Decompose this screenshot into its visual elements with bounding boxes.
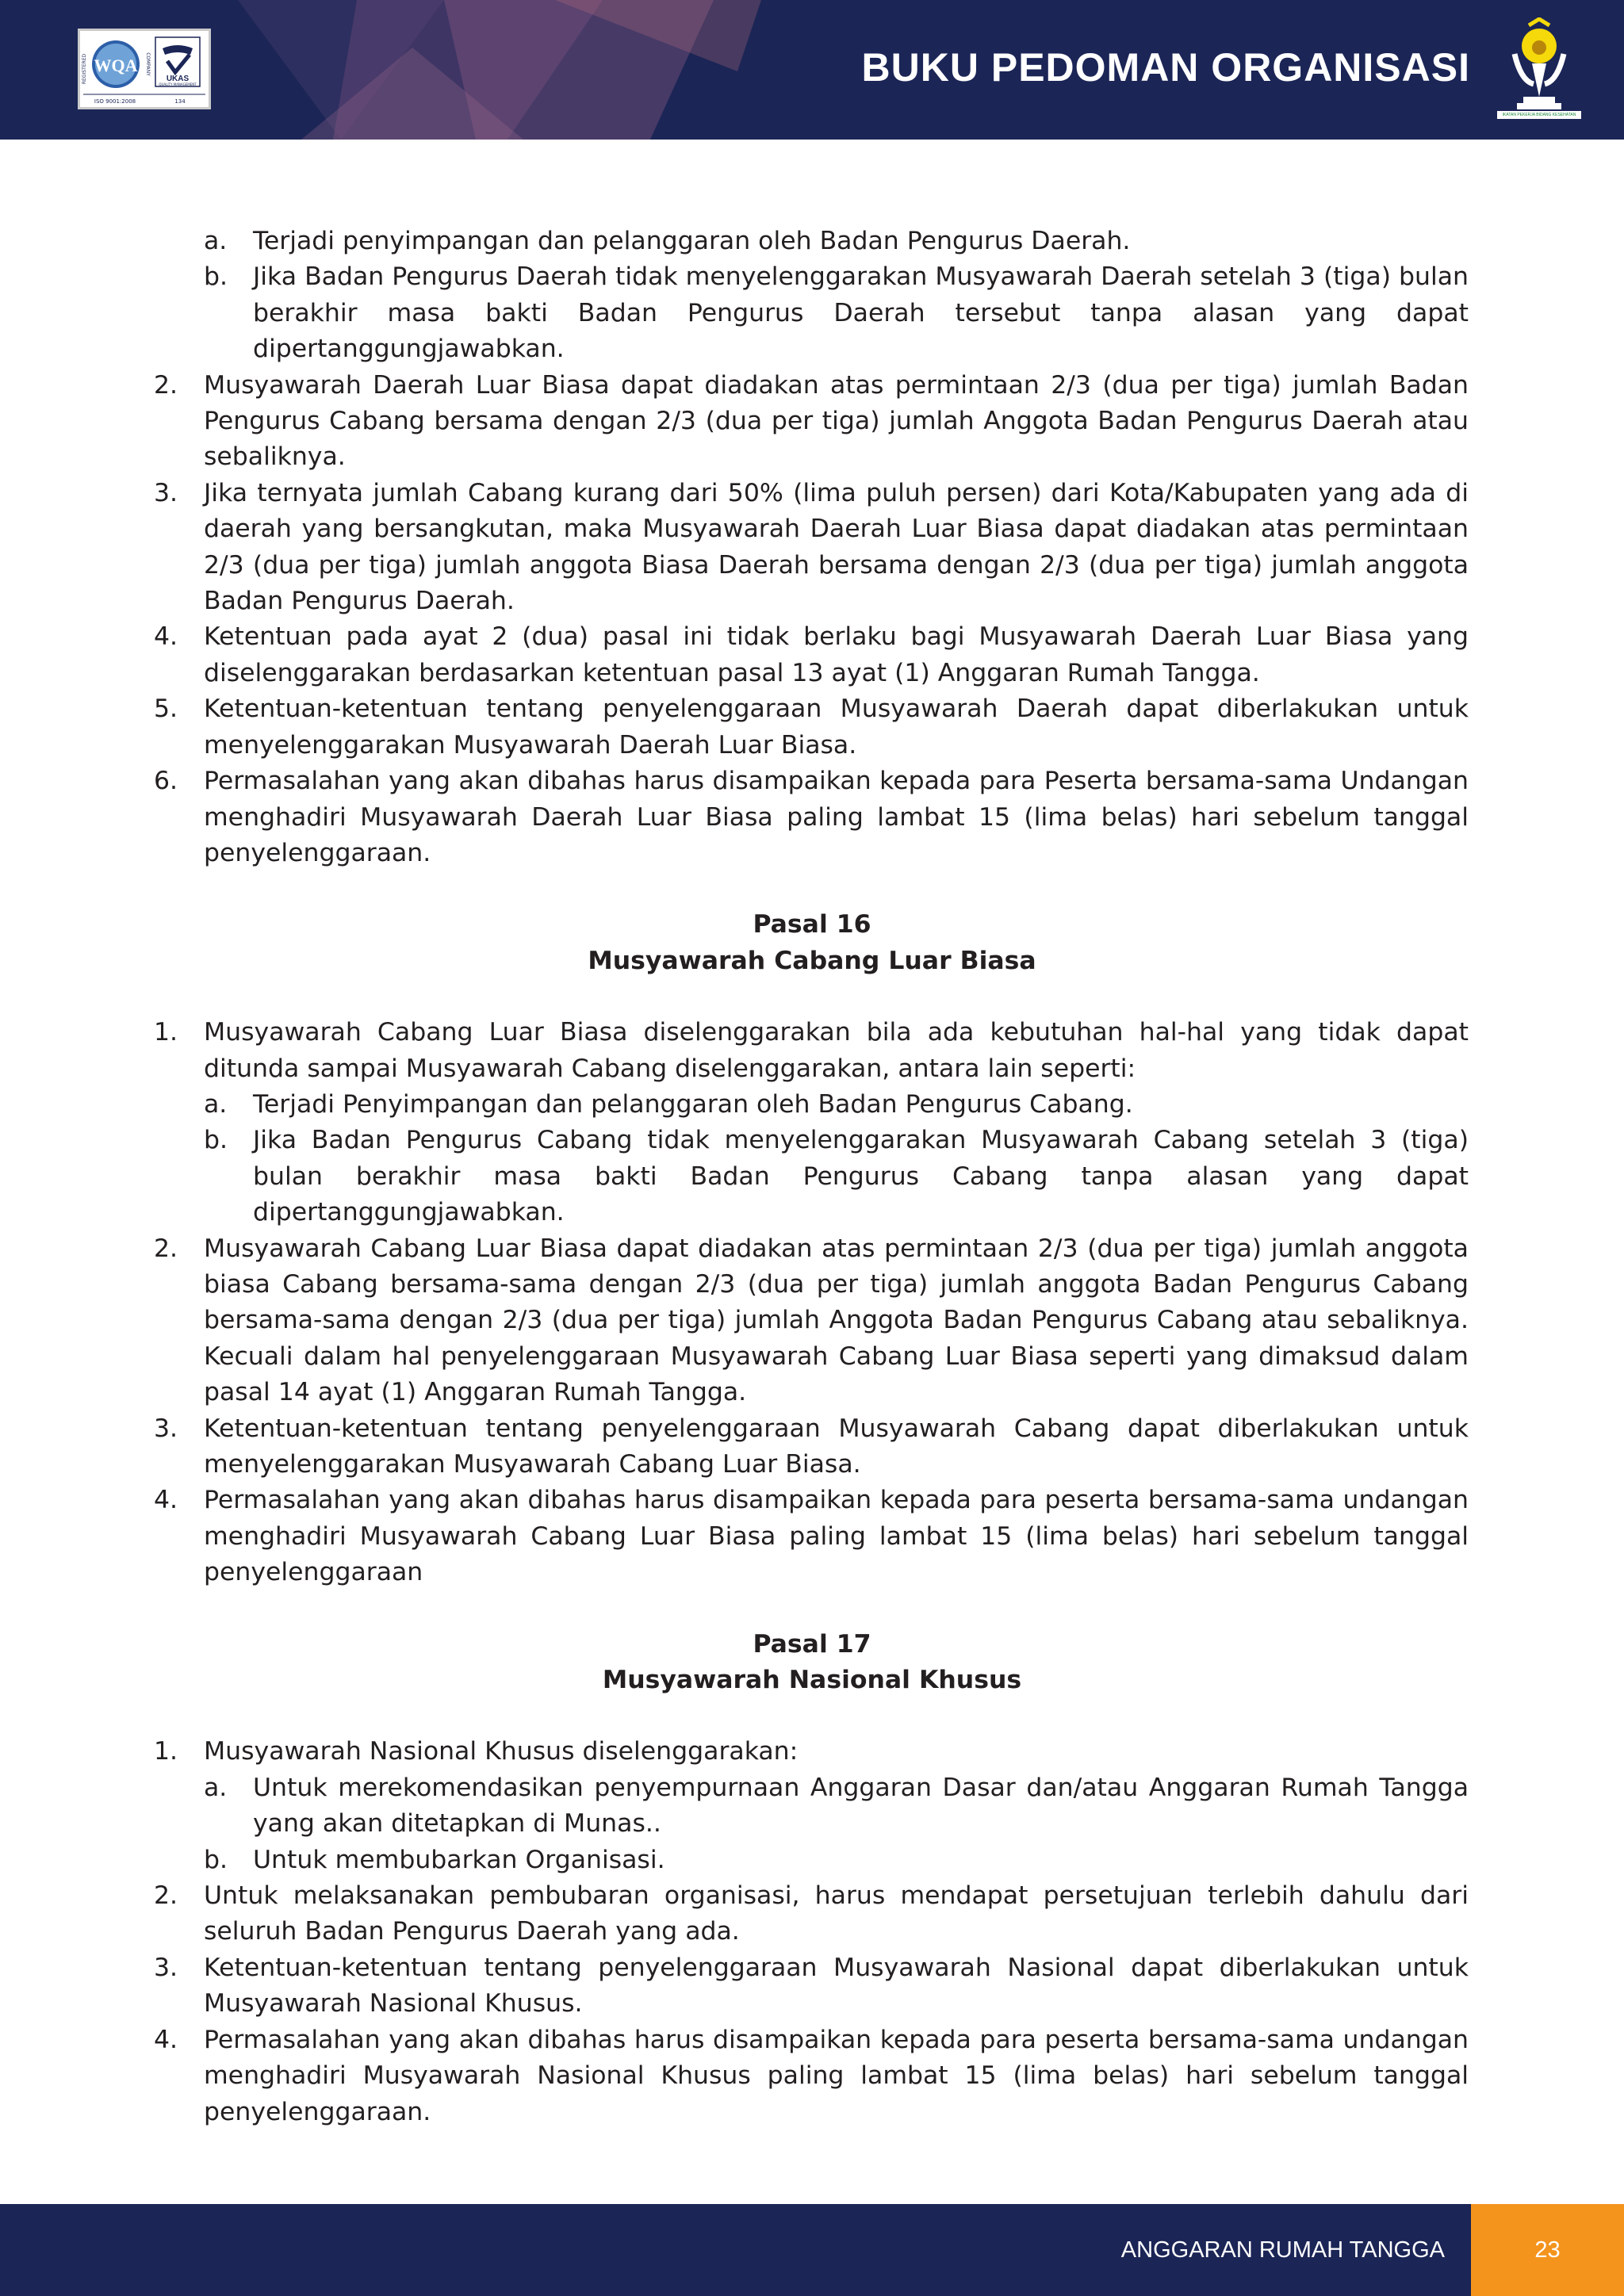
svg-text:134: 134 <box>174 98 186 105</box>
item-text: Musyawarah Nasional Khusus diselenggarakan: <box>204 1737 799 1766</box>
page-header <box>0 0 1624 140</box>
item-number: 1. <box>154 1737 178 1766</box>
item-text: Permasalahan yang akan dibahas harus disampaikan kepada para peserta bersama-sama undangan menghadiri Musyawarah Cabang Luar Biasa paling lambat 15 (lima belas) hari sebelum tanggal penyelenggaraan <box>204 1486 1469 1587</box>
svg-text:ISO 9001:2008: ISO 9001:2008 <box>94 98 136 105</box>
logo-caption: IKATAN PEKERJA BIDANG KESEHATAN <box>1497 111 1581 119</box>
section-number: Pasal 17 <box>753 1629 871 1659</box>
item-number: 2. <box>154 370 178 400</box>
item-number: 2. <box>154 1881 178 1911</box>
sub-item-letter: b. <box>204 262 228 292</box>
list-item <box>0 1734 1624 1770</box>
sub-item-text: Jika Badan Pengurus Cabang tidak menyelenggarakan Musyawarah Cabang setelah 3 (tiga) bulan berakhir masa bakti Badan Pengurus Cabang tanpa alasan yang dapat dipertanggungjawabkan. <box>253 1126 1469 1227</box>
item-text: Ketentuan-ketentuan tentang penyelenggaraan Musyawarah Daerah dapat diberlakukan untuk menyelenggarakan Musyawarah Daerah Luar Biasa. <box>204 695 1469 760</box>
item-text: Ketentuan-ketentuan tentang penyelenggaraan Musyawarah Nasional dapat diberlakukan untuk Musyawarah Nasional Khusus. <box>204 1953 1469 2019</box>
item-number: 4. <box>154 622 178 652</box>
page-number: 23 <box>1471 2204 1624 2296</box>
sub-item-text: Jika Badan Pengurus Daerah tidak menyelenggarakan Musyawarah Daerah setelah 3 (tiga) bulan berakhir masa bakti Badan Pengurus Daerah tersebut tanpa alasan yang dapat dipertanggungjawabkan. <box>253 262 1469 364</box>
list-item <box>0 1411 1624 1483</box>
item-number: 4. <box>154 1486 178 1515</box>
svg-text:QUALITY MANAGEMENT: QUALITY MANAGEMENT <box>159 82 197 86</box>
item-number: 5. <box>154 695 178 724</box>
sub-item-text: Untuk merekomendasikan penyempurnaan Anggaran Dasar dan/atau Anggaran Rumah Tangga yang akan ditetapkan di Munas.. <box>253 1773 1469 1839</box>
list-item <box>0 368 1624 476</box>
list-item <box>0 691 1624 763</box>
list-item <box>0 1015 1624 1087</box>
item-text: Permasalahan yang akan dibahas harus disampaikan kepada para peserta bersama-sama undangan menghadiri Musyawarah Nasional Khusus paling lambat 15 (lima belas) hari sebelum tanggal penyelenggaraan. <box>204 2025 1469 2126</box>
sub-item-text: Terjadi Penyimpangan dan pelanggaran oleh Badan Pengurus Cabang. <box>253 1089 1133 1119</box>
svg-text:COMPANY: COMPANY <box>145 52 151 76</box>
item-number: 1. <box>154 1018 178 1047</box>
svg-text:WQA: WQA <box>94 55 138 75</box>
sub-item-letter: a. <box>204 227 228 255</box>
list-item <box>0 763 1624 871</box>
list-item <box>0 1231 1624 1411</box>
item-number: 3. <box>154 478 178 507</box>
section-title: Musyawarah Cabang Luar Biasa <box>588 946 1036 975</box>
continuation-section <box>0 224 1624 871</box>
item-number: 4. <box>154 2025 178 2054</box>
list-sub-item <box>0 1843 1624 1878</box>
item-text: Jika ternyata jumlah Cabang kurang dari 50% (lima puluh persen) dari Kota/Kabupaten yang ada di daerah yang bersangkutan, maka Musyawarah Daerah Luar Biasa dapat diadakan atas permintaan 2/3 (dua per tiga) jumlah anggota Biasa Daerah bersama dengan 2/3 (dua per tiga) jumlah anggota Badan Pengurus Daerah. <box>204 478 1469 616</box>
sub-item-letter: b. <box>204 1126 228 1155</box>
sub-item-letter: a. <box>204 1089 228 1119</box>
page-footer <box>0 2204 1624 2296</box>
item-text: Musyawarah Cabang Luar Biasa diselenggarakan bila ada kebutuhan hal-hal yang tidak dapat ditunda sampai Musyawarah Cabang diselenggarakan, antara lain seperti: <box>204 1018 1469 1083</box>
sub-item-letter: b. <box>204 1845 228 1874</box>
item-number: 2. <box>154 1234 178 1263</box>
list-sub-item <box>0 224 1624 259</box>
list-item <box>0 2022 1624 2130</box>
section-heading-pasal-16 <box>0 907 1624 979</box>
section-title: Musyawarah Nasional Khusus <box>602 1666 1022 1695</box>
item-number: 3. <box>154 1414 178 1443</box>
certification-logo <box>78 29 211 109</box>
list-sub-item <box>0 259 1624 367</box>
item-number: 6. <box>154 767 178 796</box>
sub-item-letter: a. <box>204 1773 228 1802</box>
item-text: Untuk melaksanakan pembubaran organisasi, harus mendapat persetujuan terlebih dahulu dari seluruh Badan Pengurus Daerah yang ada. <box>204 1881 1469 1946</box>
document-title: BUKU PEDOMAN ORGANISASI <box>861 45 1470 90</box>
list-item <box>0 619 1624 691</box>
item-number: 3. <box>154 1953 178 1982</box>
list-sub-item <box>0 1087 1624 1123</box>
list-item <box>0 1950 1624 2022</box>
item-text: Musyawarah Cabang Luar Biasa dapat diadakan atas permintaan 2/3 (dua per tiga) jumlah anggota biasa Cabang bersama-sama dengan 2/3 (dua per tiga) jumlah anggota Badan Pengurus Cabang bersama-sama dengan 2/3 (dua per tiga) jumlah Anggota Badan Pengurus Cabang atau sebaliknya. Kecuali dalam hal penyelenggaraan Musyawarah Cabang Luar Biasa seperti yang dimaksud dalam pasal 14 ayat (1) Anggaran Rumah Tangga. <box>204 1234 1469 1407</box>
section-number: Pasal 16 <box>753 910 871 939</box>
section-heading-pasal-17 <box>0 1627 1624 1699</box>
item-text: Musyawarah Daerah Luar Biasa dapat diadakan atas permintaan 2/3 (dua per tiga) jumlah Badan Pengurus Cabang bersama dengan 2/3 (dua per tiga) jumlah Anggota Badan Pengurus Daerah atau sebaliknya. <box>204 370 1469 472</box>
list-sub-item <box>0 1770 1624 1843</box>
list-item <box>0 1878 1624 1950</box>
sub-item-text: Untuk membubarkan Organisasi. <box>253 1845 665 1874</box>
footer-section-label: ANGGARAN RUMAH TANGGA <box>1120 2237 1445 2263</box>
pasal-16-section <box>0 1015 1624 1591</box>
svg-text:REGISTERED: REGISTERED <box>82 53 87 85</box>
sub-item-text: Terjadi penyimpangan dan pelanggaran oleh Badan Pengurus Daerah. <box>253 227 1131 255</box>
document-body <box>0 224 1624 2130</box>
item-text: Ketentuan pada ayat 2 (dua) pasal ini tidak berlaku bagi Musyawarah Daerah Luar Biasa yang diselenggarakan berdasarkan ketentuan pasal 13 ayat (1) Anggaran Rumah Tangga. <box>204 622 1469 687</box>
list-sub-item <box>0 1123 1624 1230</box>
organization-logo <box>1497 17 1581 122</box>
list-item <box>0 476 1624 620</box>
list-item <box>0 1483 1624 1590</box>
pasal-17-section <box>0 1734 1624 2130</box>
svg-text:UKAS: UKAS <box>166 75 190 83</box>
item-text: Ketentuan-ketentuan tentang penyelenggaraan Musyawarah Cabang dapat diberlakukan untuk menyelenggarakan Musyawarah Cabang Luar Biasa. <box>204 1414 1469 1479</box>
item-text: Permasalahan yang akan dibahas harus disampaikan kepada para Peserta bersama-sama Undangan menghadiri Musyawarah Daerah Luar Biasa paling lambat 15 (lima belas) hari sebelum tanggal penyelenggaraan. <box>204 767 1469 867</box>
